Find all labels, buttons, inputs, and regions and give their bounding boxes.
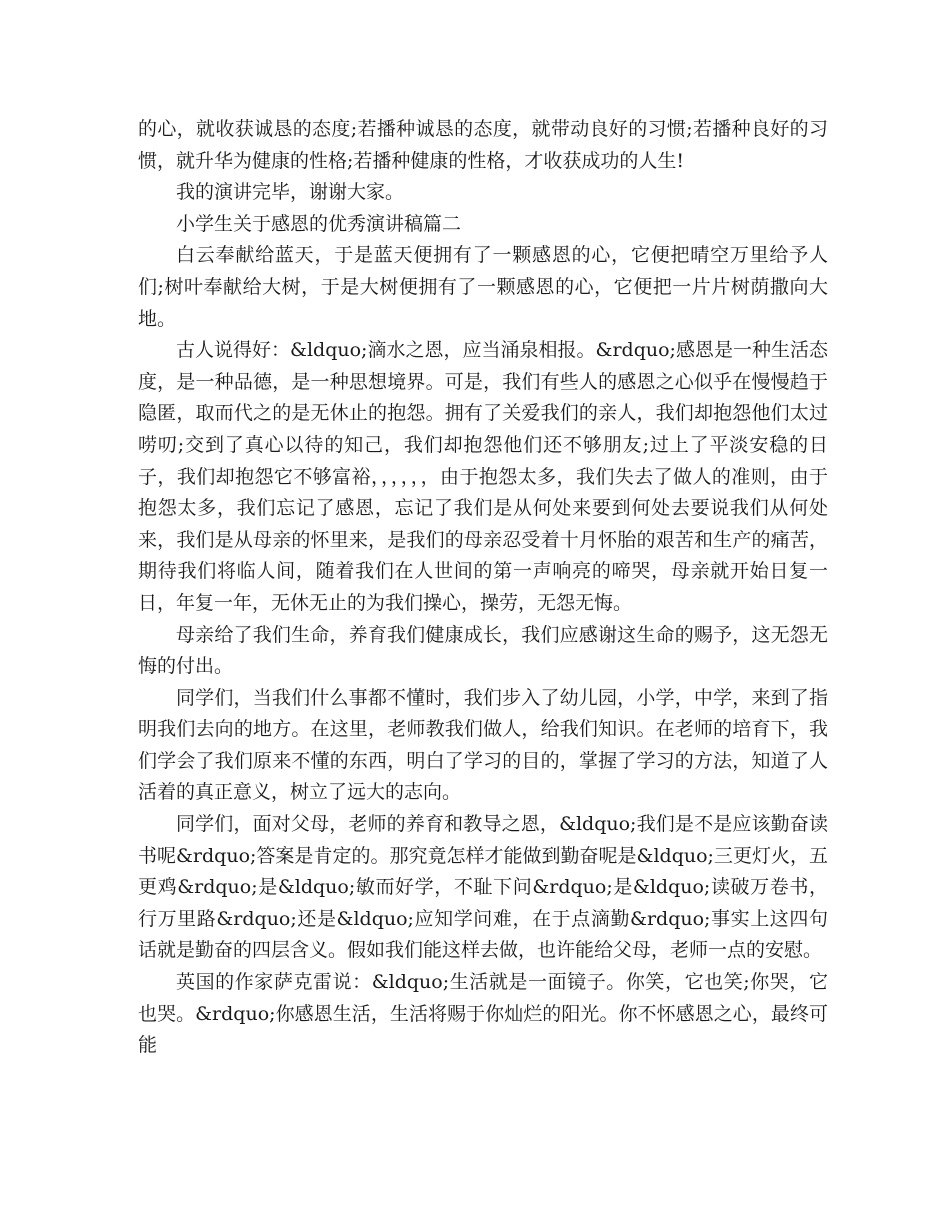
paragraph-continued: 的心，就收获诚恳的态度;若播种诚恳的态度，就带动良好的习惯;若播种良好的习惯，就升华为健康的性格;若播种健康的性格，才收获成功的人生! [138, 118, 828, 172]
paragraph: 同学们，当我们什么事都不懂时，我们步入了幼儿园，小学，中学，来到了指明我们去向的地方。在这里，老师教我们做人，给我们知识。在老师的培育下，我们学会了我们原来不懂的东西，明白了学习的目的，掌握了学习的方法，知道了人活着的真正意义，树立了远大的志向。 [138, 686, 828, 804]
paragraph: 英国的作家萨克雷说：&ldquo;生活就是一面镜子。你笑，它也笑;你哭，它也哭。&rdquo;你感恩生活，生活将赐于你灿烂的阳光。你不怀感恩之心，最终可能 [138, 971, 828, 1057]
section-heading: 小学生关于感恩的优秀演讲稿篇二 [176, 212, 462, 235]
paragraph-closing: 我的演讲完毕，谢谢大家。 [176, 181, 405, 204]
paragraph: 白云奉献给蓝天，于是蓝天便拥有了一颗感恩的心，它便把晴空万里给予人们;树叶奉献给大树，于是大树便拥有了一颗感恩的心，它便把一片片树荫撒向大地。 [138, 244, 828, 330]
paragraph: 母亲给了我们生命，养育我们健康成长，我们应感谢这生命的赐予，这无怨无悔的付出。 [138, 623, 828, 678]
document-body [138, 114, 828, 1062]
paragraph: 同学们，面对父母，老师的养育和教导之恩，&ldquo;我们是不是应该勤奋读书呢&rdquo;答案是肯定的。那究竟怎样才能做到勤奋呢是&ldquo;三更灯火，五更鸡&rdquo;是&ldquo;敏而好学，不耻下问&rdquo;是&ldquo;读破万卷书，行万里路&rdquo;还是&ldquo;应知学问难，在于点滴勤&rdquo;事实上这四句话就是勤奋的四层含义。假如我们能这样去做，也许能给父母，老师一点的安慰。 [138, 813, 828, 962]
paragraph: 古人说得好：&ldquo;滴水之恩，应当涌泉相报。&rdquo;感恩是一种生活态度，是一种品德，是一种思想境界。可是，我们有些人的感恩之心似乎在慢慢趋于隐匿，取而代之的是无休止的抱怨。拥有了关爱我们的亲人，我们却抱怨他们太过唠叨;交到了真心以待的知己，我们却抱怨他们还不够朋友;过上了平淡安稳的日子，我们却抱怨它不够富裕，，，，，，由于抱怨太多，我们失去了做人的准则，由于抱怨太多，我们忘记了感恩，忘记了我们是从何处来要到何处去要说我们从何处来，我们是从母亲的怀里来，是我们的母亲忍受着十月怀胎的艰苦和生产的痛苦，期待我们将临人间，随着我们在人世间的第一声响亮的啼哭，母亲就开始日复一日，年复一年，无休无止的为我们操心，操劳，无怨无悔。 [138, 339, 828, 614]
